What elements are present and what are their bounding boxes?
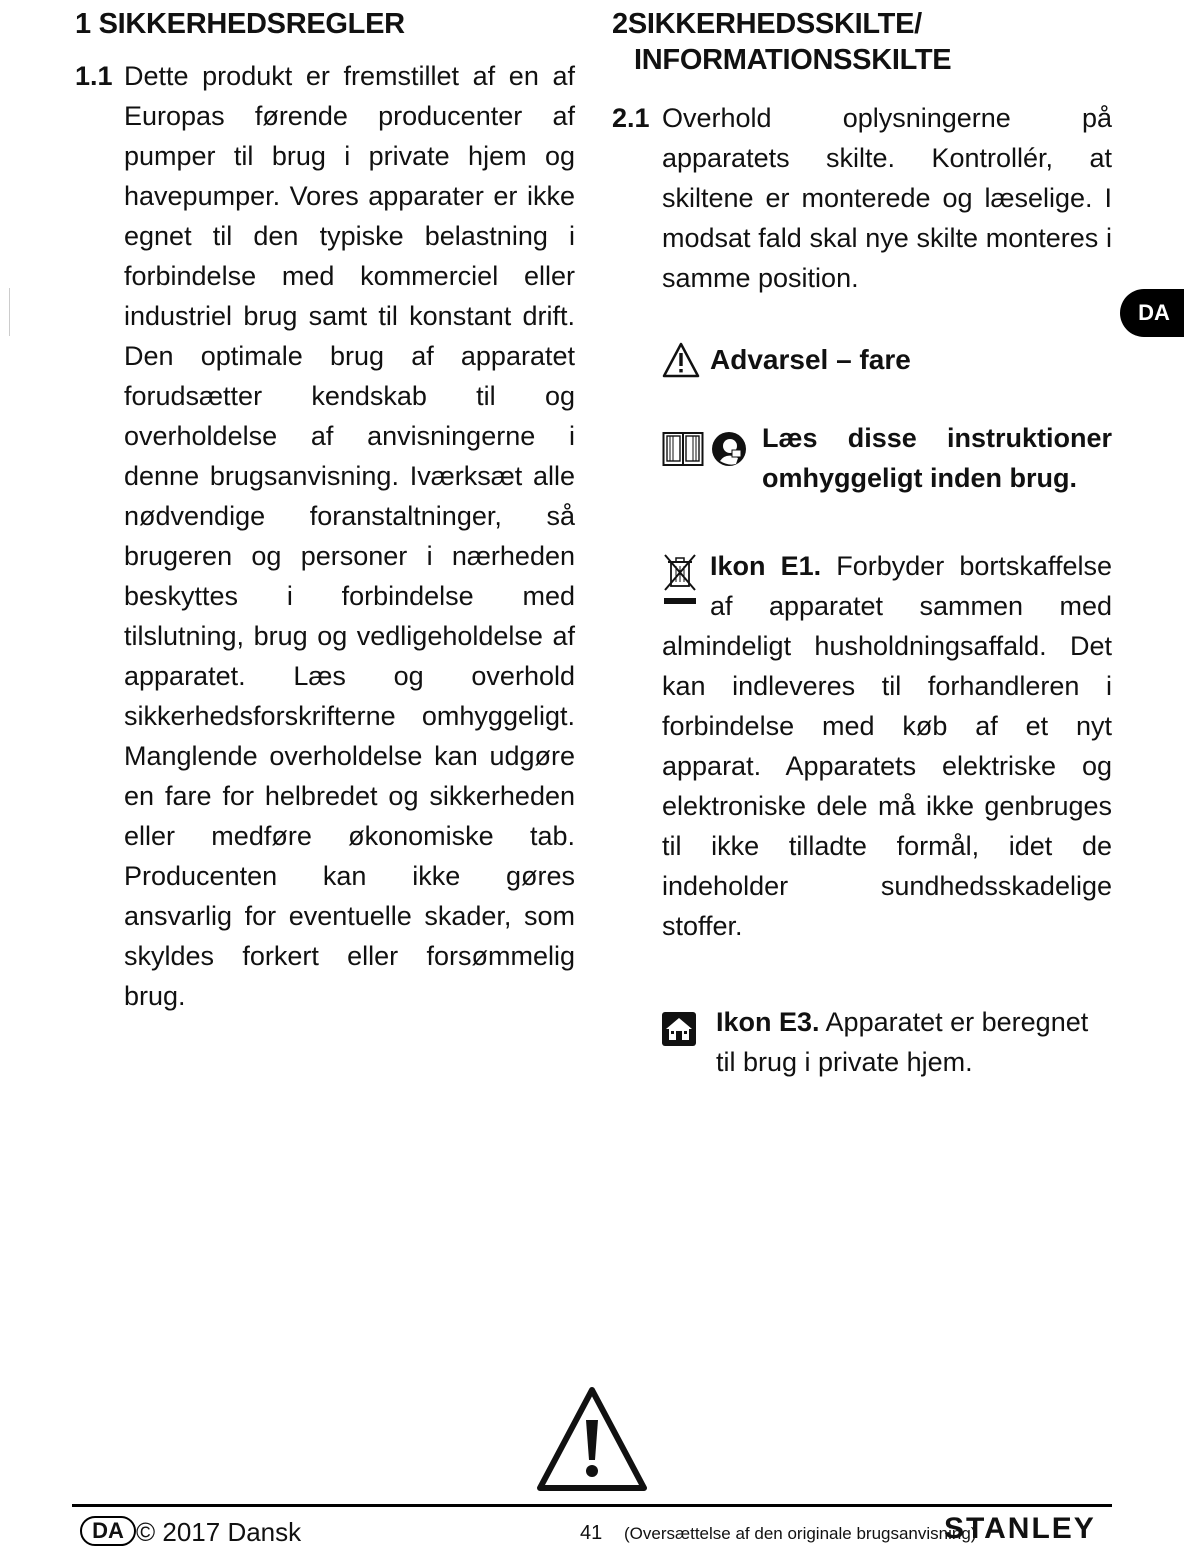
page-number: 41: [580, 1522, 603, 1544]
read-instructions-text: [762, 418, 1112, 498]
paragraph-text: Overhold oplysningerne på apparatets skilte. Kontrollér, at skiltene er monterede og læselige. I modsat fald skal nye skilte monteres i samme position.: [662, 103, 1112, 293]
icon-e1-label: Ikon E1.: [710, 551, 822, 581]
large-warning-triangle-icon: [536, 1384, 648, 1492]
read-line-1: Læs disse instruktioner: [762, 423, 1112, 453]
icon-e3-label: Ikon E3.: [716, 1007, 820, 1037]
icon-e3-description: Apparatet er beregnet til brug i private hjem.: [716, 1007, 1089, 1077]
warning-triangle-icon: [662, 342, 700, 378]
warning-title: Advarsel – fare: [710, 344, 911, 375]
icon-e3-text: [716, 1002, 1112, 1082]
paragraph-number: 1.1: [75, 61, 113, 91]
house-icon: [662, 1012, 696, 1046]
read-instructions-row: [662, 418, 1112, 500]
read-line-2: omhyggeligt inden brug.: [762, 463, 1077, 493]
crossed-bin-icon: [662, 552, 698, 616]
margin-mark: [9, 288, 10, 336]
icon-e1-description: Forbyder bortskaffelse af apparatet sammen med almindeligt husholdningsaffald. Det kan indleveres til forhandleren i forbindelse med køb af et nyt apparat. Apparatets elektriske og elektroniske dele må ikke genbruges til ikke tilladte formål, idet de indeholder sundhedsskadelige stoffer.: [662, 551, 1112, 941]
heading-line-1: 2SIKKERHEDSSKILTE/: [612, 8, 922, 40]
footer-language-badge: DA: [80, 1516, 136, 1546]
brand-logo: STANLEY: [944, 1512, 1096, 1545]
paragraph-text: Dette produkt er fremstillet af en af Europas førende producenter af pumper til brug i private hjem og havepumper. Vores apparater er ikke egnet til den typiske belastning i forbindelse med kommerciel eller industriel brug samt til konstant drift. Den optimale brug af apparatet forudsætter kendskab til og overholdelse af anvisningerne i denne brugsanvisning. Iværksæt alle nødvendige foranstaltninger, så brugeren og personer i nærheden beskyttes i forbindelse med tilslutning, brug og vedligeholdelse af apparatet. Læs og overhold sikkerhedsforskrifterne omhyggeligt. Manglende overholdelse kan udgøre en fare for helbredet og sikkerheden eller medføre økonomiske tab. Producenten kan ikke gøres ansvarlig for eventuelle skader, som skyldes forkert eller forsømmelig brug.: [124, 61, 575, 1011]
language-tab: DA: [1120, 289, 1184, 337]
page-footer: [72, 1512, 1112, 1552]
footer-copyright: © 2017 Dansk: [136, 1517, 302, 1547]
icon-e1-block: [662, 546, 1112, 946]
section-1-heading: 1 SIKKERHEDSREGLER: [75, 8, 405, 40]
paragraph-2-1: [612, 98, 1112, 298]
read-manual-head-icon: [710, 430, 748, 468]
footer-translation-note: (Oversættelse af den originale brugsanvisning): [624, 1524, 977, 1543]
manual-book-icon: [662, 430, 704, 468]
heading-line-2: INFORMATIONSSKILTE: [634, 44, 952, 76]
icon-e1-text: [662, 546, 1112, 946]
right-column: [612, 6, 1112, 1082]
icon-e3-block: [662, 1002, 1112, 1082]
read-icons: [662, 430, 748, 468]
warning-row: [662, 338, 1112, 382]
section-2-heading: [612, 6, 1112, 78]
left-column: [75, 6, 575, 1016]
footer-divider: [72, 1504, 1112, 1507]
paragraph-number: 2.1: [612, 103, 650, 133]
paragraph-1-1: [75, 56, 575, 1016]
